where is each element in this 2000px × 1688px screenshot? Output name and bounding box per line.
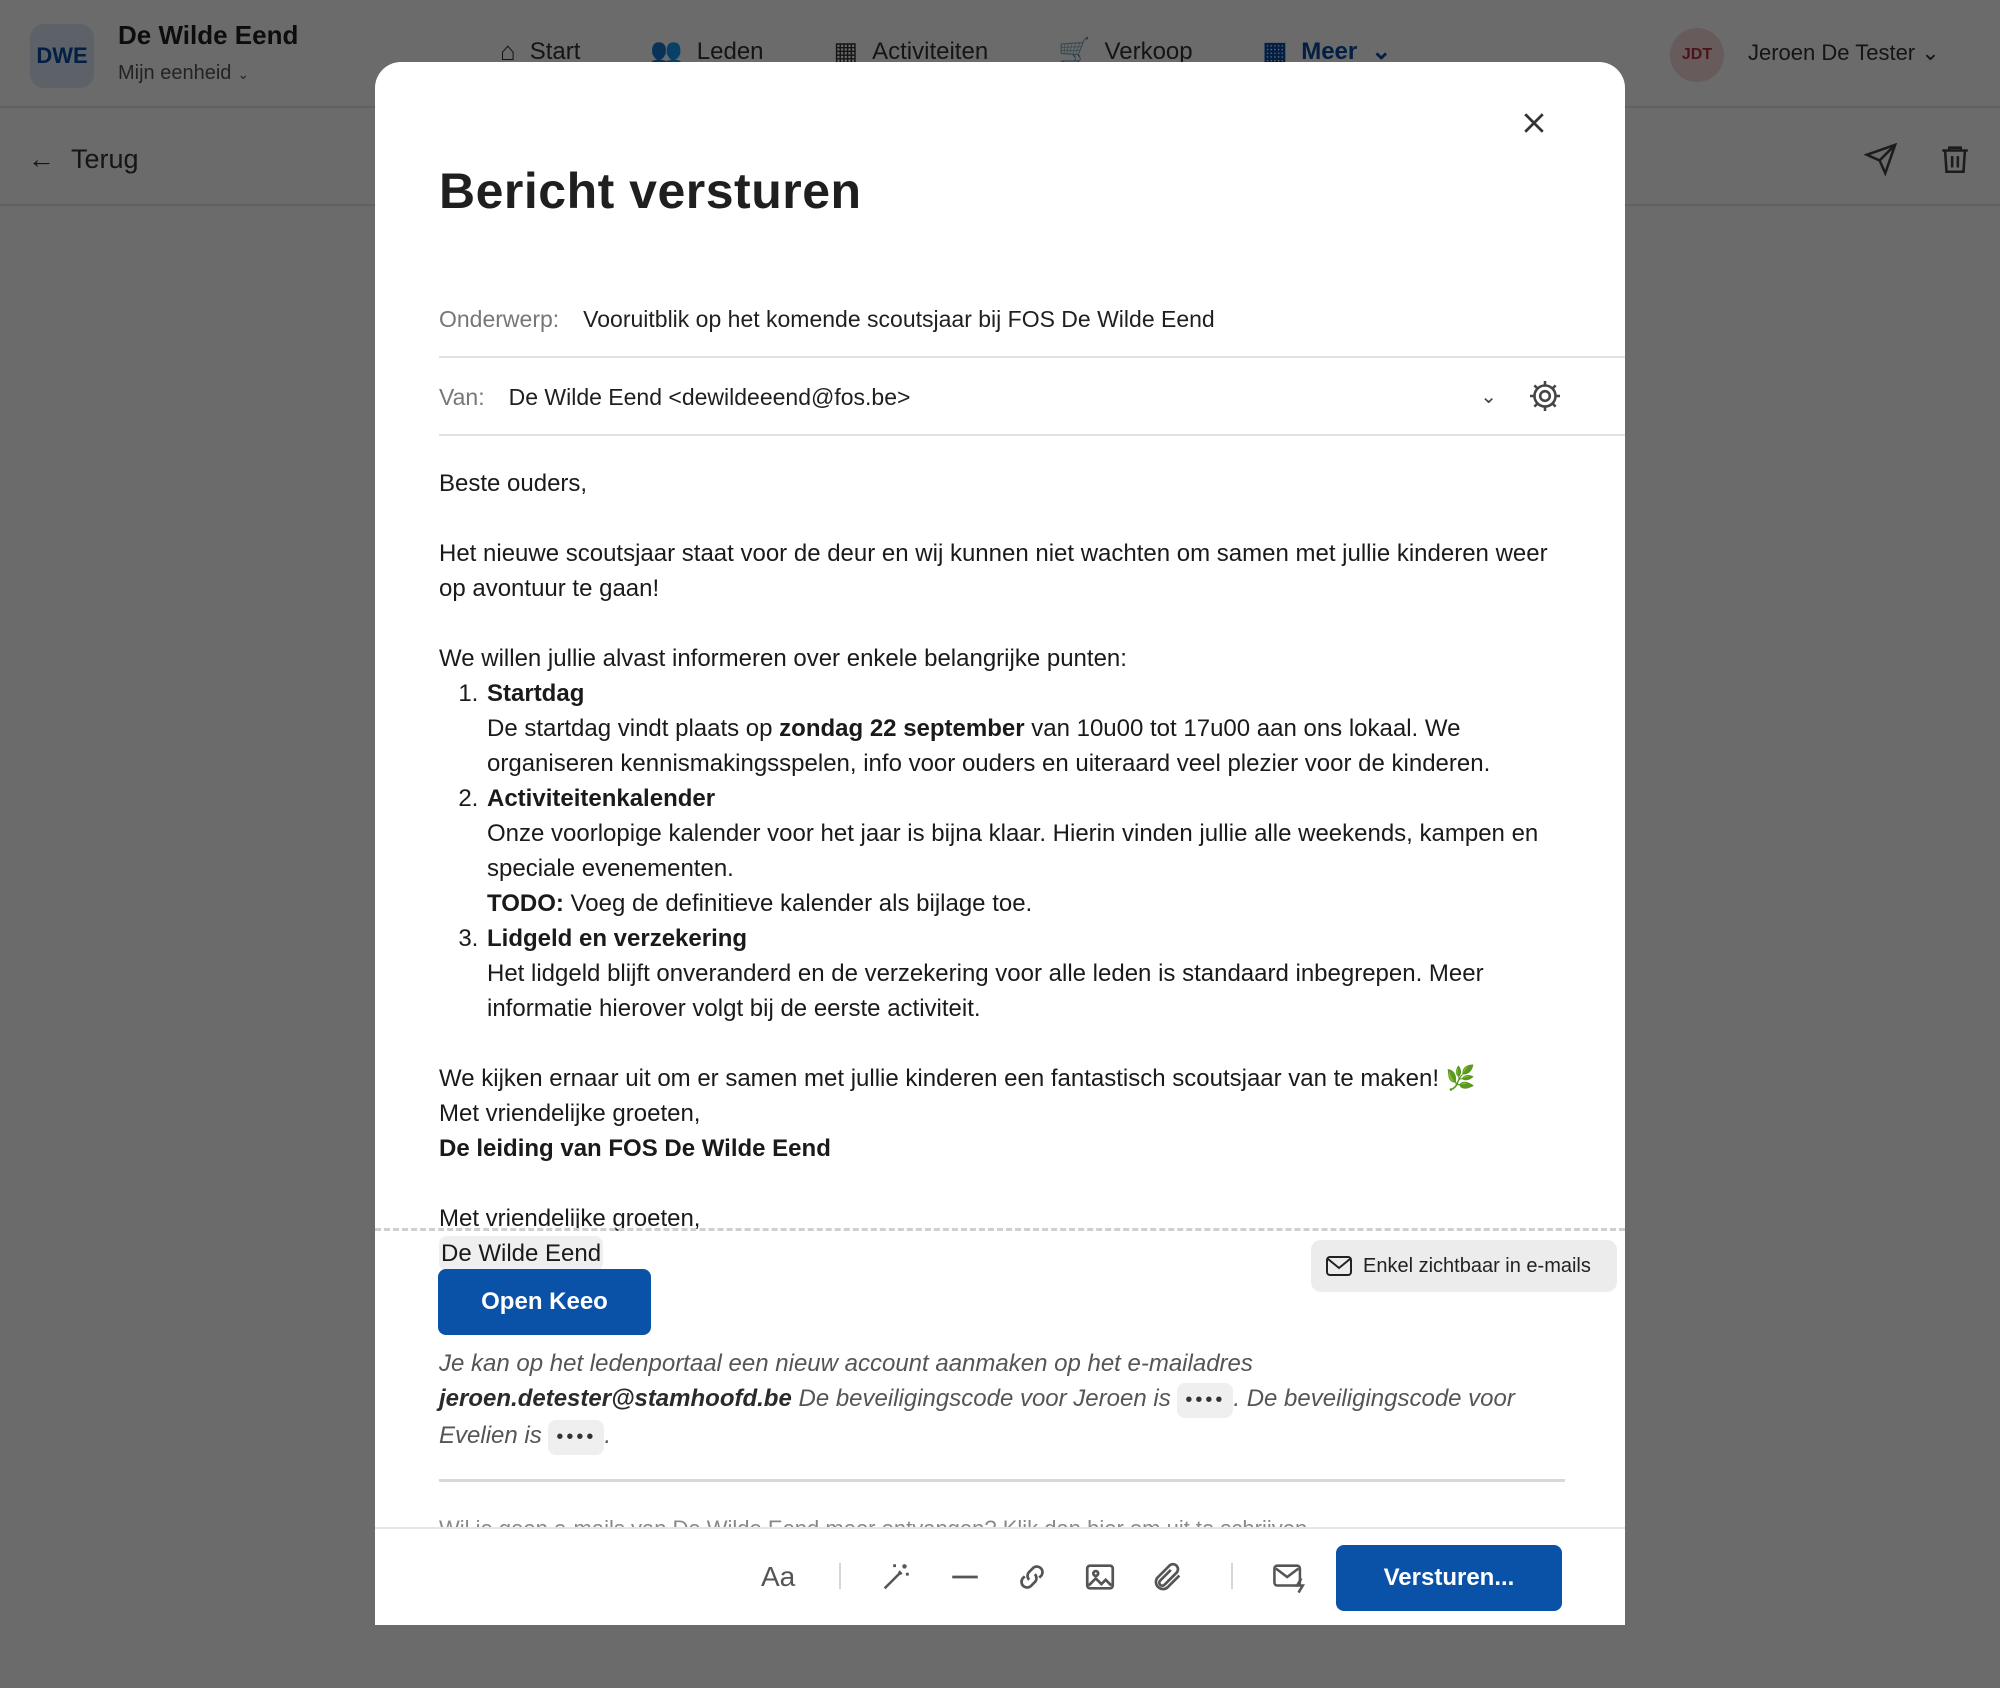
horizontal-rule-icon[interactable] (947, 1555, 983, 1599)
list-item-title: Startdag (487, 680, 585, 707)
email-only-label: Enkel zichtbaar in e-mails (1363, 1254, 1591, 1277)
portal-text: Je kan op het ledenportaal een nieuw account aanmaken op het e-mailadres (439, 1350, 1253, 1377)
close-button[interactable] (1509, 98, 1559, 148)
magic-wand-icon[interactable] (879, 1555, 913, 1599)
list-item (485, 676, 1549, 781)
list-item-text: van 10u00 tot 17u00 aan ons lokaal. We organiseren kennismakingsspelen, info voor ouders en uiteraard veel plezier voor de kinderen. (487, 715, 1491, 777)
open-keeo-button[interactable]: Open Keeo (438, 1269, 651, 1335)
points-list (439, 676, 1549, 1026)
send-message-modal (375, 62, 1625, 1625)
points-intro: We willen jullie alvast informeren over enkele belangrijke punten: (439, 645, 1127, 672)
subject-input[interactable]: Vooruitblik op het komende scoutsjaar bij FOS De Wilde Eend (583, 305, 1215, 332)
toolbar-divider (839, 1563, 841, 1589)
list-item-text: De startdag vindt plaats op (487, 715, 780, 742)
signature-name[interactable]: De Wilde Eend (439, 1236, 603, 1271)
modal-title: Bericht versturen (439, 163, 862, 219)
email-only-divider (375, 1228, 1625, 1231)
subject-row (439, 282, 1625, 358)
footer-divider (439, 1479, 1565, 1482)
gear-icon[interactable] (1527, 378, 1563, 420)
chevron-down-icon[interactable]: ⌄ (1480, 386, 1497, 408)
closing-paragraph: We kijken ernaar uit om er samen met jullie kinderen een fantastisch scoutsjaar van te maken! 🌿 (439, 1065, 1476, 1092)
from-row (439, 360, 1625, 436)
email-settings-icon[interactable] (1271, 1555, 1309, 1599)
message-editor[interactable] (439, 466, 1549, 1271)
from-select[interactable]: De Wilde Eend <dewildeeend@fos.be> (508, 383, 911, 410)
list-item (485, 921, 1549, 1026)
portal-text: . (604, 1422, 612, 1449)
list-item (485, 781, 1549, 921)
send-button[interactable]: Versturen... (1336, 1545, 1562, 1611)
regards: Met vriendelijke groeten, (439, 1100, 701, 1127)
from-label: Van: (439, 383, 485, 410)
list-item-title: Lidgeld en verzekering (487, 925, 748, 952)
subject-label: Onderwerp: (439, 305, 560, 332)
editor-toolbar (375, 1527, 1625, 1625)
todo-text: Voeg de definitieve kalender als bijlage toe. (563, 890, 1033, 917)
email-only-badge (1311, 1240, 1617, 1292)
text-format-button[interactable]: Aa (761, 1561, 796, 1592)
portal-text: . De beveiligingscode voor Evelien is (439, 1385, 1515, 1449)
todo-label: TODO: (487, 890, 564, 917)
toolbar-divider (1231, 1563, 1233, 1589)
list-item-text: Onze voorlopige kalender voor het jaar is bijna klaar. Hierin vinden jullie alle weekends, kampen en speciale evenementen. (487, 820, 1539, 882)
date-highlight: zondag 22 september (779, 715, 1025, 742)
portal-email: jeroen.detester@stamhoofd.be (439, 1385, 792, 1412)
list-item-text: Het lidgeld blijft onveranderd en de verzekering voor alle leden is standaard inbegrepen. Meer informatie hierover volgt bij de eerste activiteit. (487, 960, 1484, 1022)
security-code-jeroen: •••• (1177, 1383, 1233, 1418)
portal-text: De beveiligingscode voor Jeroen is (791, 1385, 1178, 1412)
link-icon[interactable] (1015, 1555, 1049, 1599)
paperclip-icon[interactable] (1151, 1555, 1185, 1599)
greeting: Beste ouders, (439, 470, 588, 497)
security-code-evelien: •••• (548, 1420, 604, 1455)
signature-regards: Met vriendelijke groeten, (439, 1205, 701, 1232)
image-icon[interactable] (1083, 1555, 1117, 1599)
close-icon (1519, 108, 1549, 138)
unsubscribe-text (439, 1514, 1313, 1528)
intro-paragraph: Het nieuwe scoutsjaar staat voor de deur en wij kunnen niet wachten om samen met jullie kinderen weer op avontuur te gaan! (439, 540, 1548, 602)
portal-info-text (439, 1346, 1549, 1455)
list-item-title: Activiteitenkalender (487, 785, 716, 812)
signoff: De leiding van FOS De Wilde Eend (439, 1135, 831, 1162)
envelope-icon (1325, 1255, 1353, 1277)
